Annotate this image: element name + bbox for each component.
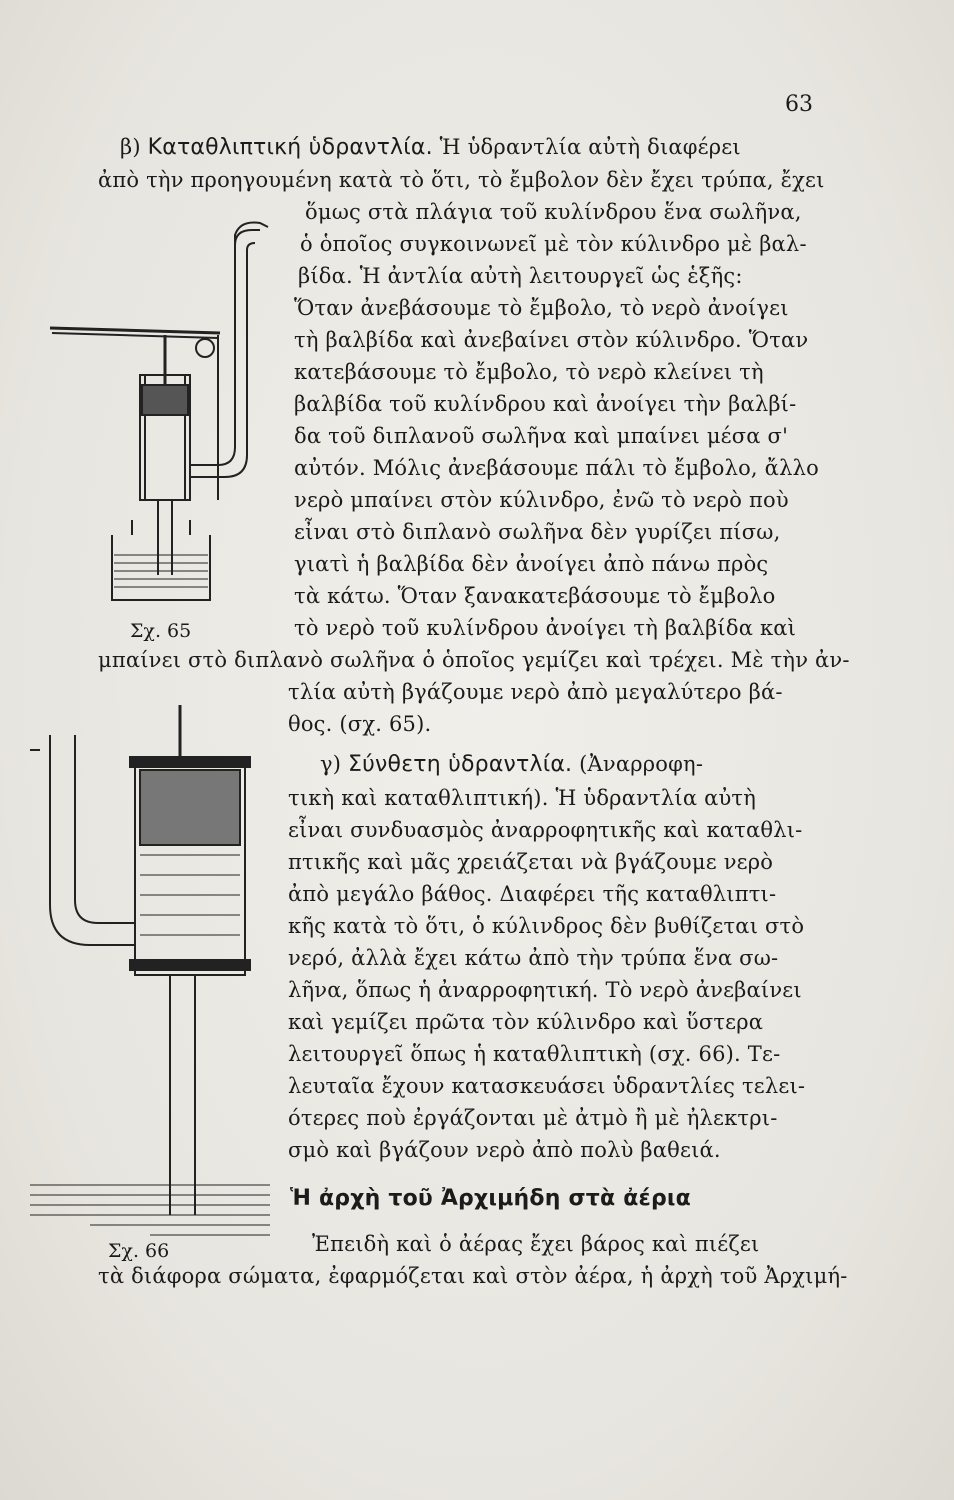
compound-pump-piston xyxy=(140,770,240,845)
text-line-7: κατεβάσουμε τὸ ἔμβολο, τὸ νερὸ κλείνει τὴ xyxy=(294,360,764,384)
text-line-5: Ὅταν ἀνεβάσουμε τὸ ἔμβολο, τὸ νερὸ ἀνοίγει xyxy=(294,296,789,320)
text-line-28: λειτουργεῖ ὅπως ἡ καταθλιπτικὴ (σχ. 66). Τε- xyxy=(288,1042,781,1066)
page-number: 63 xyxy=(785,92,813,117)
force-pump-diagram xyxy=(40,215,290,620)
text-line-4: βίδα. Ἡ ἀντλία αὐτὴ λειτουργεῖ ὡς ἑξῆς: xyxy=(298,264,743,288)
text-line-30: ότερες ποὺ ἐργάζονται μὲ ἀτμὸ ἢ μὲ ἠλεκτρι- xyxy=(288,1106,778,1130)
text-line-3: ὁ ὁποῖος συγκοινωνεῖ μὲ τὸν κύλινδρο μὲ βαλ- xyxy=(300,232,807,256)
figure-65-caption: Σχ. 65 xyxy=(130,620,192,642)
text-line-33: Ἐπειδὴ καὶ ὁ ἀέρας ἔχει βάρος καὶ πιέζει xyxy=(312,1232,760,1256)
text-line-20: τικὴ καὶ καταθλιπτική). Ἡ ὑδραντλία αὐτὴ xyxy=(288,786,757,810)
pump-lever xyxy=(50,328,220,333)
text-line-23: ἀπὸ μεγάλο βάθος. Διαφέρει τῆς καταθλιπτι- xyxy=(288,882,777,906)
text-line-25: νερό, ἀλλὰ ἔχει κάτω ἀπὸ τὴν τρύπα ἕνα σω- xyxy=(288,946,779,970)
text-line-2: ὅμως στὰ πλάγια τοῦ κυλίνδρου ἕνα σωλῆνα, xyxy=(305,200,802,224)
text-line-11: νερὸ μπαίνει στὸν κύλινδρο, ἐνῶ τὸ νερὸ ποὺ xyxy=(294,488,789,512)
text-line-24: κῆς κατὰ τὸ ὅτι, ὁ κύλινδρος δὲν βυθίζεται στὸ xyxy=(288,914,805,938)
text-line-9: δα τοῦ διπλανοῦ σωλῆνα καὶ μπαίνει μέσα σ' xyxy=(294,424,789,448)
text-line-10: αὐτόν. Μόλις ἀνεβάσουμε πάλι τὸ ἔμβολο, ἄλλο xyxy=(294,456,819,480)
text-line-1: ἀπὸ τὴν προηγουμένη κατὰ τὸ ὅτι, τὸ ἔμβολον δὲν ἔχει τρύπα, ἔχει xyxy=(98,168,825,192)
text-line-27: καὶ γεμίζει πρῶτα τὸν κύλινδρο καὶ ὕστερα xyxy=(288,1010,764,1034)
text-line-0: β) Καταθλιπτική ὑδραντλία. Ἡ ὑδραντλία αὐτὴ διαφέρει xyxy=(120,135,741,160)
text-line-31: σμὸ καὶ βγάζουν νερὸ ἀπὸ πολὺ βαθειά. xyxy=(288,1138,721,1162)
text-line-18: θος. (σχ. 65). xyxy=(288,712,432,736)
text-line-8: βαλβίδα τοῦ κυλίνδρου καὶ ἀνοίγει τὴν βαλβί- xyxy=(294,392,797,416)
text-line-15: τὸ νερὸ τοῦ κυλίνδρου ἀνοίγει τὴ βαλβίδα καὶ xyxy=(294,616,797,640)
text-line-34: τὰ διάφορα σώματα, ἐφαρμόζεται καὶ στὸν ἀέρα, ἡ ἀρχὴ τοῦ Ἀρχιμή- xyxy=(98,1264,848,1288)
text-line-22: πτικῆς καὶ μᾶς χρειάζεται νὰ βγάζουμε νερὸ xyxy=(288,850,774,874)
pump-piston xyxy=(142,385,188,415)
text-line-17: τλία αὐτὴ βγάζουμε νερὸ ἀπὸ μεγαλύτερο βά- xyxy=(288,680,783,704)
text-line-12: εἶναι στὸ διπλανὸ σωλῆνα δὲν γυρίζει πίσω, xyxy=(294,520,781,544)
compound-pump-diagram xyxy=(30,705,285,1265)
section-heading: Ἡ ἀρχὴ τοῦ Ἀρχιμήδη στὰ ἀέρια xyxy=(290,1186,691,1211)
text-line-6: τὴ βαλβίδα καὶ ἀνεβαίνει στὸν κύλινδρο. Ὅταν xyxy=(294,328,809,352)
text-line-14: τὰ κάτω. Ὅταν ξανακατεβάσουμε τὸ ἔμβολο xyxy=(294,584,776,608)
text-line-26: λῆνα, ὅπως ἡ ἀναρροφητική. Τὸ νερὸ ἀνεβαίνει xyxy=(288,978,802,1002)
text-line-19: γ) Σύνθετη ὑδραντλία. (Ἀναρροφη- xyxy=(320,752,704,777)
text-line-29: λευταῖα ἔχουν κατασκευάσει ὑδραντλίες τελει- xyxy=(288,1074,806,1098)
text-line-21: εἶναι συνδυασμὸς ἀναρροφητικῆς καὶ καταθλι- xyxy=(288,818,803,842)
text-line-13: γιατὶ ἡ βαλβίδα δὲν ἀνοίγει ἀπὸ πάνω πρὸς xyxy=(294,552,769,576)
text-line-16: μπαίνει στὸ διπλανὸ σωλῆνα ὁ ὁποῖος γεμίζει καὶ τρέχει. Μὲ τὴν ἀν- xyxy=(98,648,850,672)
figure-66-caption: Σχ. 66 xyxy=(108,1240,170,1262)
